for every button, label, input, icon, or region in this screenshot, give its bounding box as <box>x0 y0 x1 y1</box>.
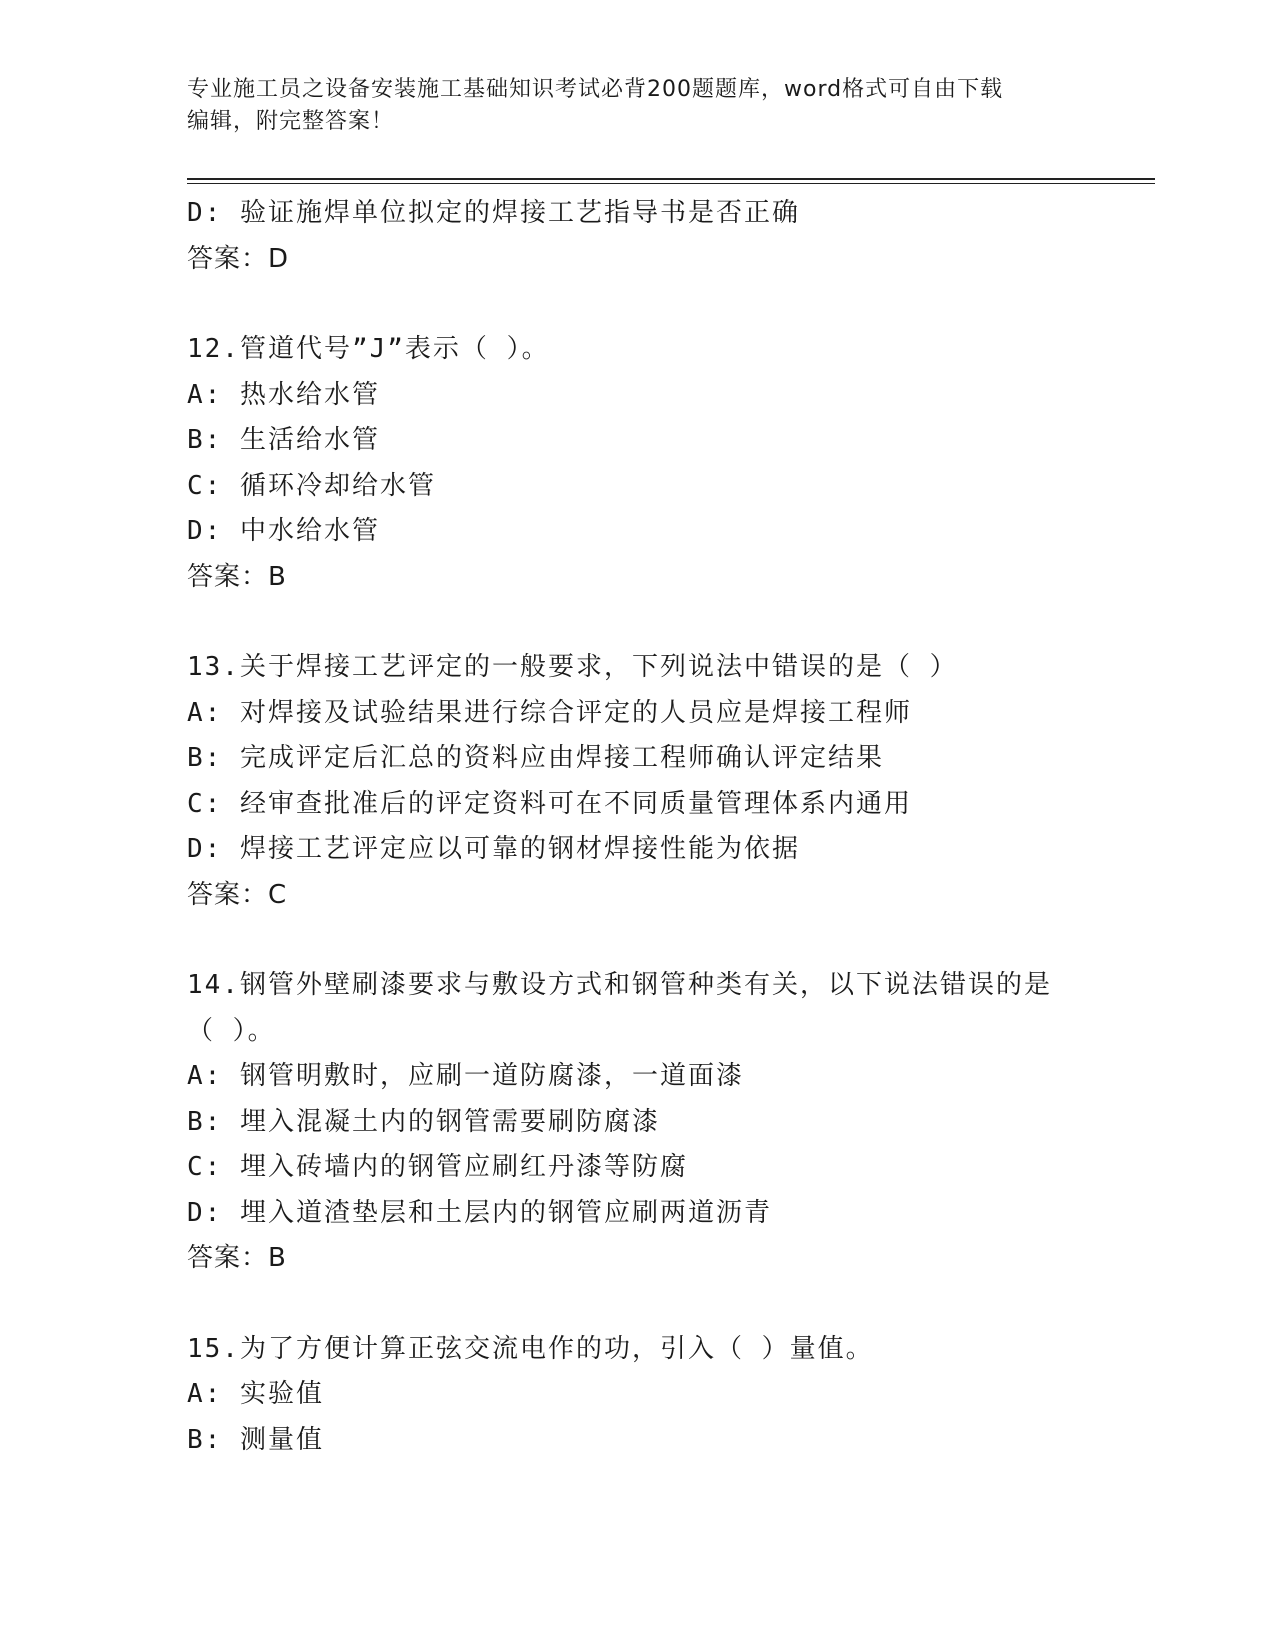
question-list <box>187 191 1087 1463</box>
option-d: D: 焊接工艺评定应以可靠的钢材焊接性能为依据 <box>187 834 800 864</box>
question-gap <box>187 918 1087 963</box>
option-d: D: 验证施焊单位拟定的焊接工艺指导书是否正确 <box>187 198 800 228</box>
option-c: C: 经审查批准后的评定资料可在不同质量管理体系内通用 <box>187 788 912 819</box>
option-a: A: 对焊接及试验结果进行综合评定的人员应是焊接工程师 <box>187 697 912 728</box>
option-b: B: 测量值 <box>187 1424 324 1455</box>
header-divider-thin <box>187 183 1155 184</box>
option-d: D: 埋入道渣垫层和土层内的钢管应刷两道沥青 <box>187 1197 772 1228</box>
option-b: B: 完成评定后汇总的资料应由焊接工程师确认评定结果 <box>187 743 884 773</box>
question-14 <box>187 963 1087 1282</box>
option-c: C: 循环冷却给水管 <box>187 470 436 501</box>
answer: 答案：B <box>187 1243 287 1273</box>
question-11-tail <box>187 191 1087 282</box>
question-gap <box>187 282 1087 327</box>
header-line-2: 编辑，附完整答案！ <box>187 109 395 134</box>
option-b: B: 埋入混凝土内的钢管需要刷防腐漆 <box>187 1106 660 1137</box>
answer: 答案：D <box>187 243 290 274</box>
question-text-continued: （ ）。 <box>187 1015 276 1046</box>
question-gap <box>187 1282 1087 1327</box>
option-a: A: 实验值 <box>187 1379 324 1409</box>
option-a: A: 钢管明敷时，应刷一道防腐漆，一道面漆 <box>187 1061 744 1091</box>
question-gap <box>187 600 1087 645</box>
option-b: B: 生活给水管 <box>187 425 380 455</box>
question-text: 15.为了方便计算正弦交流电作的功，引入（ ）量值。 <box>187 1333 874 1364</box>
question-15 <box>187 1327 1087 1464</box>
question-text: 14.钢管外壁刷漆要求与敷设方式和钢管种类有关，以下说法错误的是 <box>187 970 1052 1000</box>
option-c: C: 埋入砖墙内的钢管应刷红丹漆等防腐 <box>187 1152 688 1182</box>
question-text: 13.关于焊接工艺评定的一般要求，下列说法中错误的是（ ） <box>187 652 958 682</box>
option-a: A: 热水给水管 <box>187 379 380 410</box>
document-header <box>187 74 1087 138</box>
header-divider-thick <box>187 178 1155 180</box>
question-12 <box>187 327 1087 600</box>
option-d: D: 中水给水管 <box>187 516 380 546</box>
question-text: 12.管道代号”J”表示（ ）。 <box>187 334 550 364</box>
header-line-1: 专业施工员之设备安装施工基础知识考试必背200题题库，word格式可自由下载 <box>187 77 1004 102</box>
answer: 答案：C <box>187 879 288 910</box>
question-13 <box>187 645 1087 918</box>
answer: 答案：B <box>187 561 287 592</box>
